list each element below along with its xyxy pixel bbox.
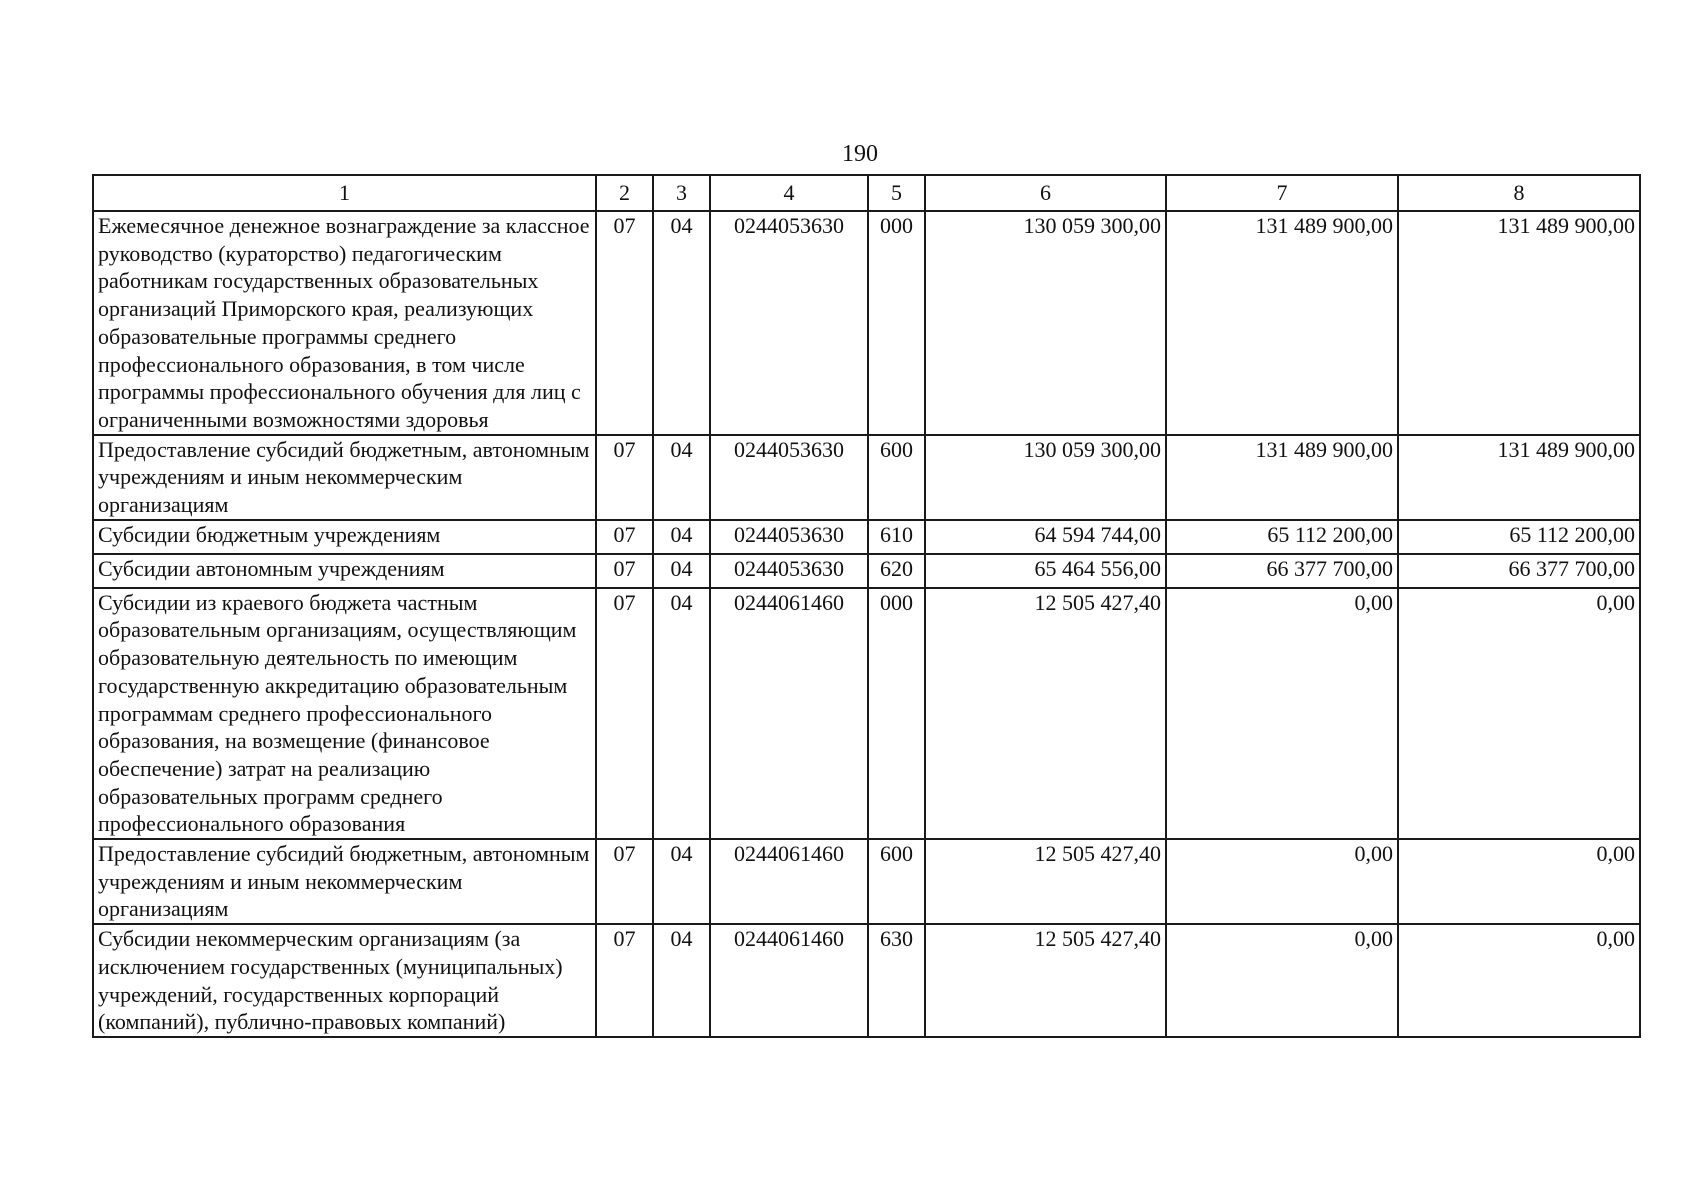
table-row xyxy=(93,435,1640,520)
row-amount-3: 0,00 xyxy=(1398,839,1640,924)
row-subsection: 04 xyxy=(653,554,710,588)
header-cell: 8 xyxy=(1398,175,1640,211)
row-amount-3: 131 489 900,00 xyxy=(1398,211,1640,435)
row-section: 07 xyxy=(596,520,653,554)
header-cell: 3 xyxy=(653,175,710,211)
row-description: Субсидии некоммерческим организациям (за исключением государственных (муниципальных) учреждений, государственных корпораций (компаний), публично-правовых компаний) xyxy=(93,924,596,1037)
row-expense-type: 000 xyxy=(868,211,925,435)
row-section: 07 xyxy=(596,211,653,435)
budget-table xyxy=(92,174,1641,1038)
row-description: Предоставление субсидий бюджетным, автономным учреждениям и иным некоммерческим организациям xyxy=(93,839,596,924)
header-cell: 7 xyxy=(1166,175,1398,211)
row-expense-type: 610 xyxy=(868,520,925,554)
table-header-row xyxy=(93,175,1640,211)
table-row xyxy=(93,211,1640,435)
row-target-article: 0244061460 xyxy=(710,588,868,839)
row-amount-1: 12 505 427,40 xyxy=(925,924,1166,1037)
table-row xyxy=(93,924,1640,1037)
row-target-article: 0244053630 xyxy=(710,211,868,435)
header-cell: 4 xyxy=(710,175,868,211)
row-expense-type: 600 xyxy=(868,839,925,924)
row-description: Предоставление субсидий бюджетным, автономным учреждениям и иным некоммерческим организациям xyxy=(93,435,596,520)
row-expense-type: 620 xyxy=(868,554,925,588)
row-section: 07 xyxy=(596,839,653,924)
row-subsection: 04 xyxy=(653,520,710,554)
row-target-article: 0244061460 xyxy=(710,839,868,924)
row-amount-2: 65 112 200,00 xyxy=(1166,520,1398,554)
row-section: 07 xyxy=(596,588,653,839)
row-expense-type: 630 xyxy=(868,924,925,1037)
table-row xyxy=(93,839,1640,924)
row-target-article: 0244053630 xyxy=(710,554,868,588)
row-amount-3: 0,00 xyxy=(1398,924,1640,1037)
row-target-article: 0244053630 xyxy=(710,520,868,554)
row-description: Субсидии автономным учреждениям xyxy=(93,554,596,588)
row-section: 07 xyxy=(596,924,653,1037)
row-amount-3: 0,00 xyxy=(1398,588,1640,839)
row-amount-2: 0,00 xyxy=(1166,588,1398,839)
row-amount-1: 64 594 744,00 xyxy=(925,520,1166,554)
row-target-article: 0244053630 xyxy=(710,435,868,520)
row-expense-type: 600 xyxy=(868,435,925,520)
row-amount-1: 12 505 427,40 xyxy=(925,839,1166,924)
header-cell: 6 xyxy=(925,175,1166,211)
row-amount-1: 130 059 300,00 xyxy=(925,211,1166,435)
row-amount-3: 131 489 900,00 xyxy=(1398,435,1640,520)
table-row xyxy=(93,520,1640,554)
header-cell: 1 xyxy=(93,175,596,211)
row-amount-1: 12 505 427,40 xyxy=(925,588,1166,839)
row-description: Ежемесячное денежное вознаграждение за классное руководство (кураторство) педагогическим работникам государственных образовательных организаций Приморского края, реализующих образовательные программы среднего профессионального образования, в том числе программы профессионального обучения для лиц с ограниченными возможностями здоровья xyxy=(93,211,596,435)
row-amount-1: 65 464 556,00 xyxy=(925,554,1166,588)
row-section: 07 xyxy=(596,554,653,588)
row-subsection: 04 xyxy=(653,924,710,1037)
page-number: 190 xyxy=(842,141,878,167)
row-subsection: 04 xyxy=(653,839,710,924)
row-description: Субсидии из краевого бюджета частным образовательным организациям, осуществляющим образовательную деятельность по имеющим государственную аккредитацию образовательным программам среднего профессионального образования, на возмещение (финансовое обеспечение) затрат на реализацию образовательных программ среднего профессионального образования xyxy=(93,588,596,839)
row-expense-type: 000 xyxy=(868,588,925,839)
header-cell: 2 xyxy=(596,175,653,211)
row-section: 07 xyxy=(596,435,653,520)
row-subsection: 04 xyxy=(653,435,710,520)
row-amount-1: 130 059 300,00 xyxy=(925,435,1166,520)
row-amount-3: 65 112 200,00 xyxy=(1398,520,1640,554)
header-cell: 5 xyxy=(868,175,925,211)
table-row xyxy=(93,588,1640,839)
row-amount-2: 131 489 900,00 xyxy=(1166,435,1398,520)
row-subsection: 04 xyxy=(653,211,710,435)
row-description: Субсидии бюджетным учреждениям xyxy=(93,520,596,554)
row-amount-3: 66 377 700,00 xyxy=(1398,554,1640,588)
row-amount-2: 131 489 900,00 xyxy=(1166,211,1398,435)
row-amount-2: 0,00 xyxy=(1166,924,1398,1037)
table-row xyxy=(93,554,1640,588)
row-amount-2: 0,00 xyxy=(1166,839,1398,924)
row-target-article: 0244061460 xyxy=(710,924,868,1037)
row-amount-2: 66 377 700,00 xyxy=(1166,554,1398,588)
row-subsection: 04 xyxy=(653,588,710,839)
